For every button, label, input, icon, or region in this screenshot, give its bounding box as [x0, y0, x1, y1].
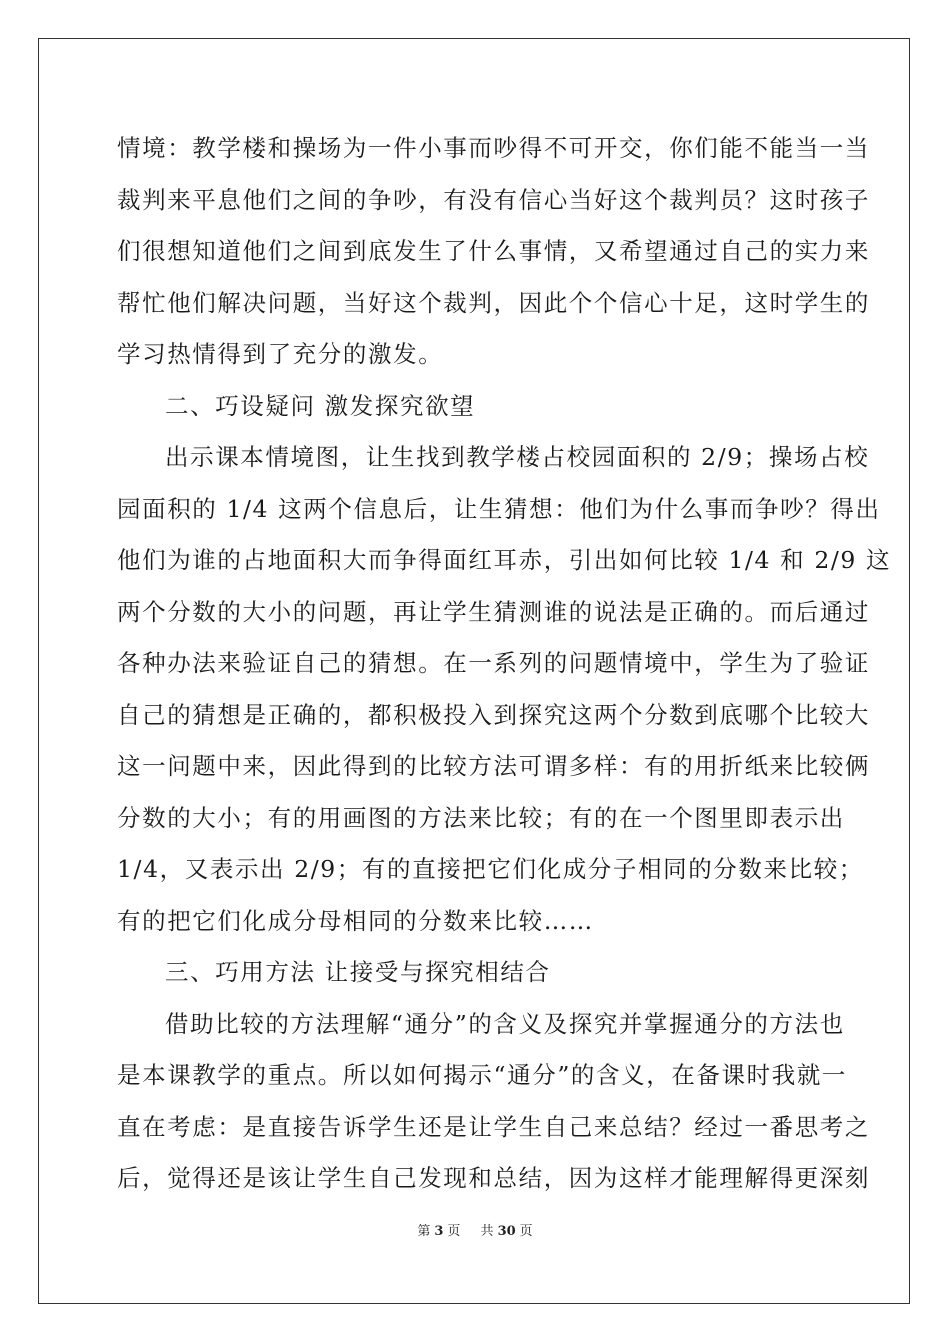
paragraph-line: 们很想知道他们之间到底发生了什么事情，又希望通过自己的实力来 [117, 237, 870, 265]
document-body [117, 128, 892, 1210]
paragraph-line: 分数的大小；有的用画图的方法来比较；有的在一个图里即表示出 [117, 803, 845, 832]
paragraph-line: 两个分数的大小的问题，再让学生猜测谁的说法是正确的。而后通过 [117, 597, 870, 626]
paragraph-line: 帮忙他们解决问题，当好这个裁判，因此个个信心十足，这时学生的 [117, 288, 870, 317]
paragraph-line: 后，觉得还是该让学生自己发现和总结，因为这样才能理解得更深刻 [117, 1164, 870, 1192]
page-total: 共 30 页 [480, 1224, 533, 1239]
paragraph-line: 各种办法来验证自己的猜想。在一系列的问题情境中，学生为了验证 [117, 649, 870, 677]
paragraph-line: 园面积的 1/4 这两个信息后，让生猜想：他们为什么事而争吵？得出 [117, 494, 881, 523]
paragraph-line: 借助比较的方法理解“通分”的含义及探究并掌握通分的方法也 [165, 1009, 845, 1038]
paragraph-line: 出示课本情境图，让生找到教学楼占校园面积的 2/9；操场占校 [165, 443, 870, 471]
page-number: 第 3 页 [417, 1224, 461, 1239]
paragraph-line: 裁判来平息他们之间的争吵，有没有信心当好这个裁判员？这时孩子 [117, 185, 870, 214]
paragraph-line: 学习热情得到了充分的激发。 [117, 340, 444, 368]
paragraph-line: 1/4，又表示出 2/9；有的直接把它们化成分子相同的分数来比较； [117, 855, 864, 883]
paragraph-line: 情境：教学楼和操场为一件小事而吵得不可开交，你们能不能当一当 [117, 134, 870, 162]
page-footer [0, 1220, 950, 1239]
paragraph-line: 这一问题中来，因此得到的比较方法可谓多样：有的用折纸来比较俩 [117, 752, 870, 780]
paragraph-line: 他们为谁的占地面积大而争得面红耳赤，引出如何比较 1/4 和 2/9 这 [117, 546, 892, 574]
section-heading: 三、巧用方法 让接受与探究相结合 [165, 958, 551, 986]
paragraph-line: 是本课教学的重点。所以如何揭示“通分”的含义，在备课时我就一 [117, 1061, 848, 1089]
paragraph-line: 直在考虑：是直接告诉学生还是让学生自己来总结？经过一番思考之 [117, 1112, 870, 1141]
paragraph-line: 有的把它们化成分母相同的分数来比较…… [117, 906, 594, 935]
paragraph-line: 自己的猜想是正确的，都积极投入到探究这两个分数到底哪个比较大 [117, 700, 870, 729]
section-heading: 二、巧设疑问 激发探究欲望 [165, 391, 476, 420]
